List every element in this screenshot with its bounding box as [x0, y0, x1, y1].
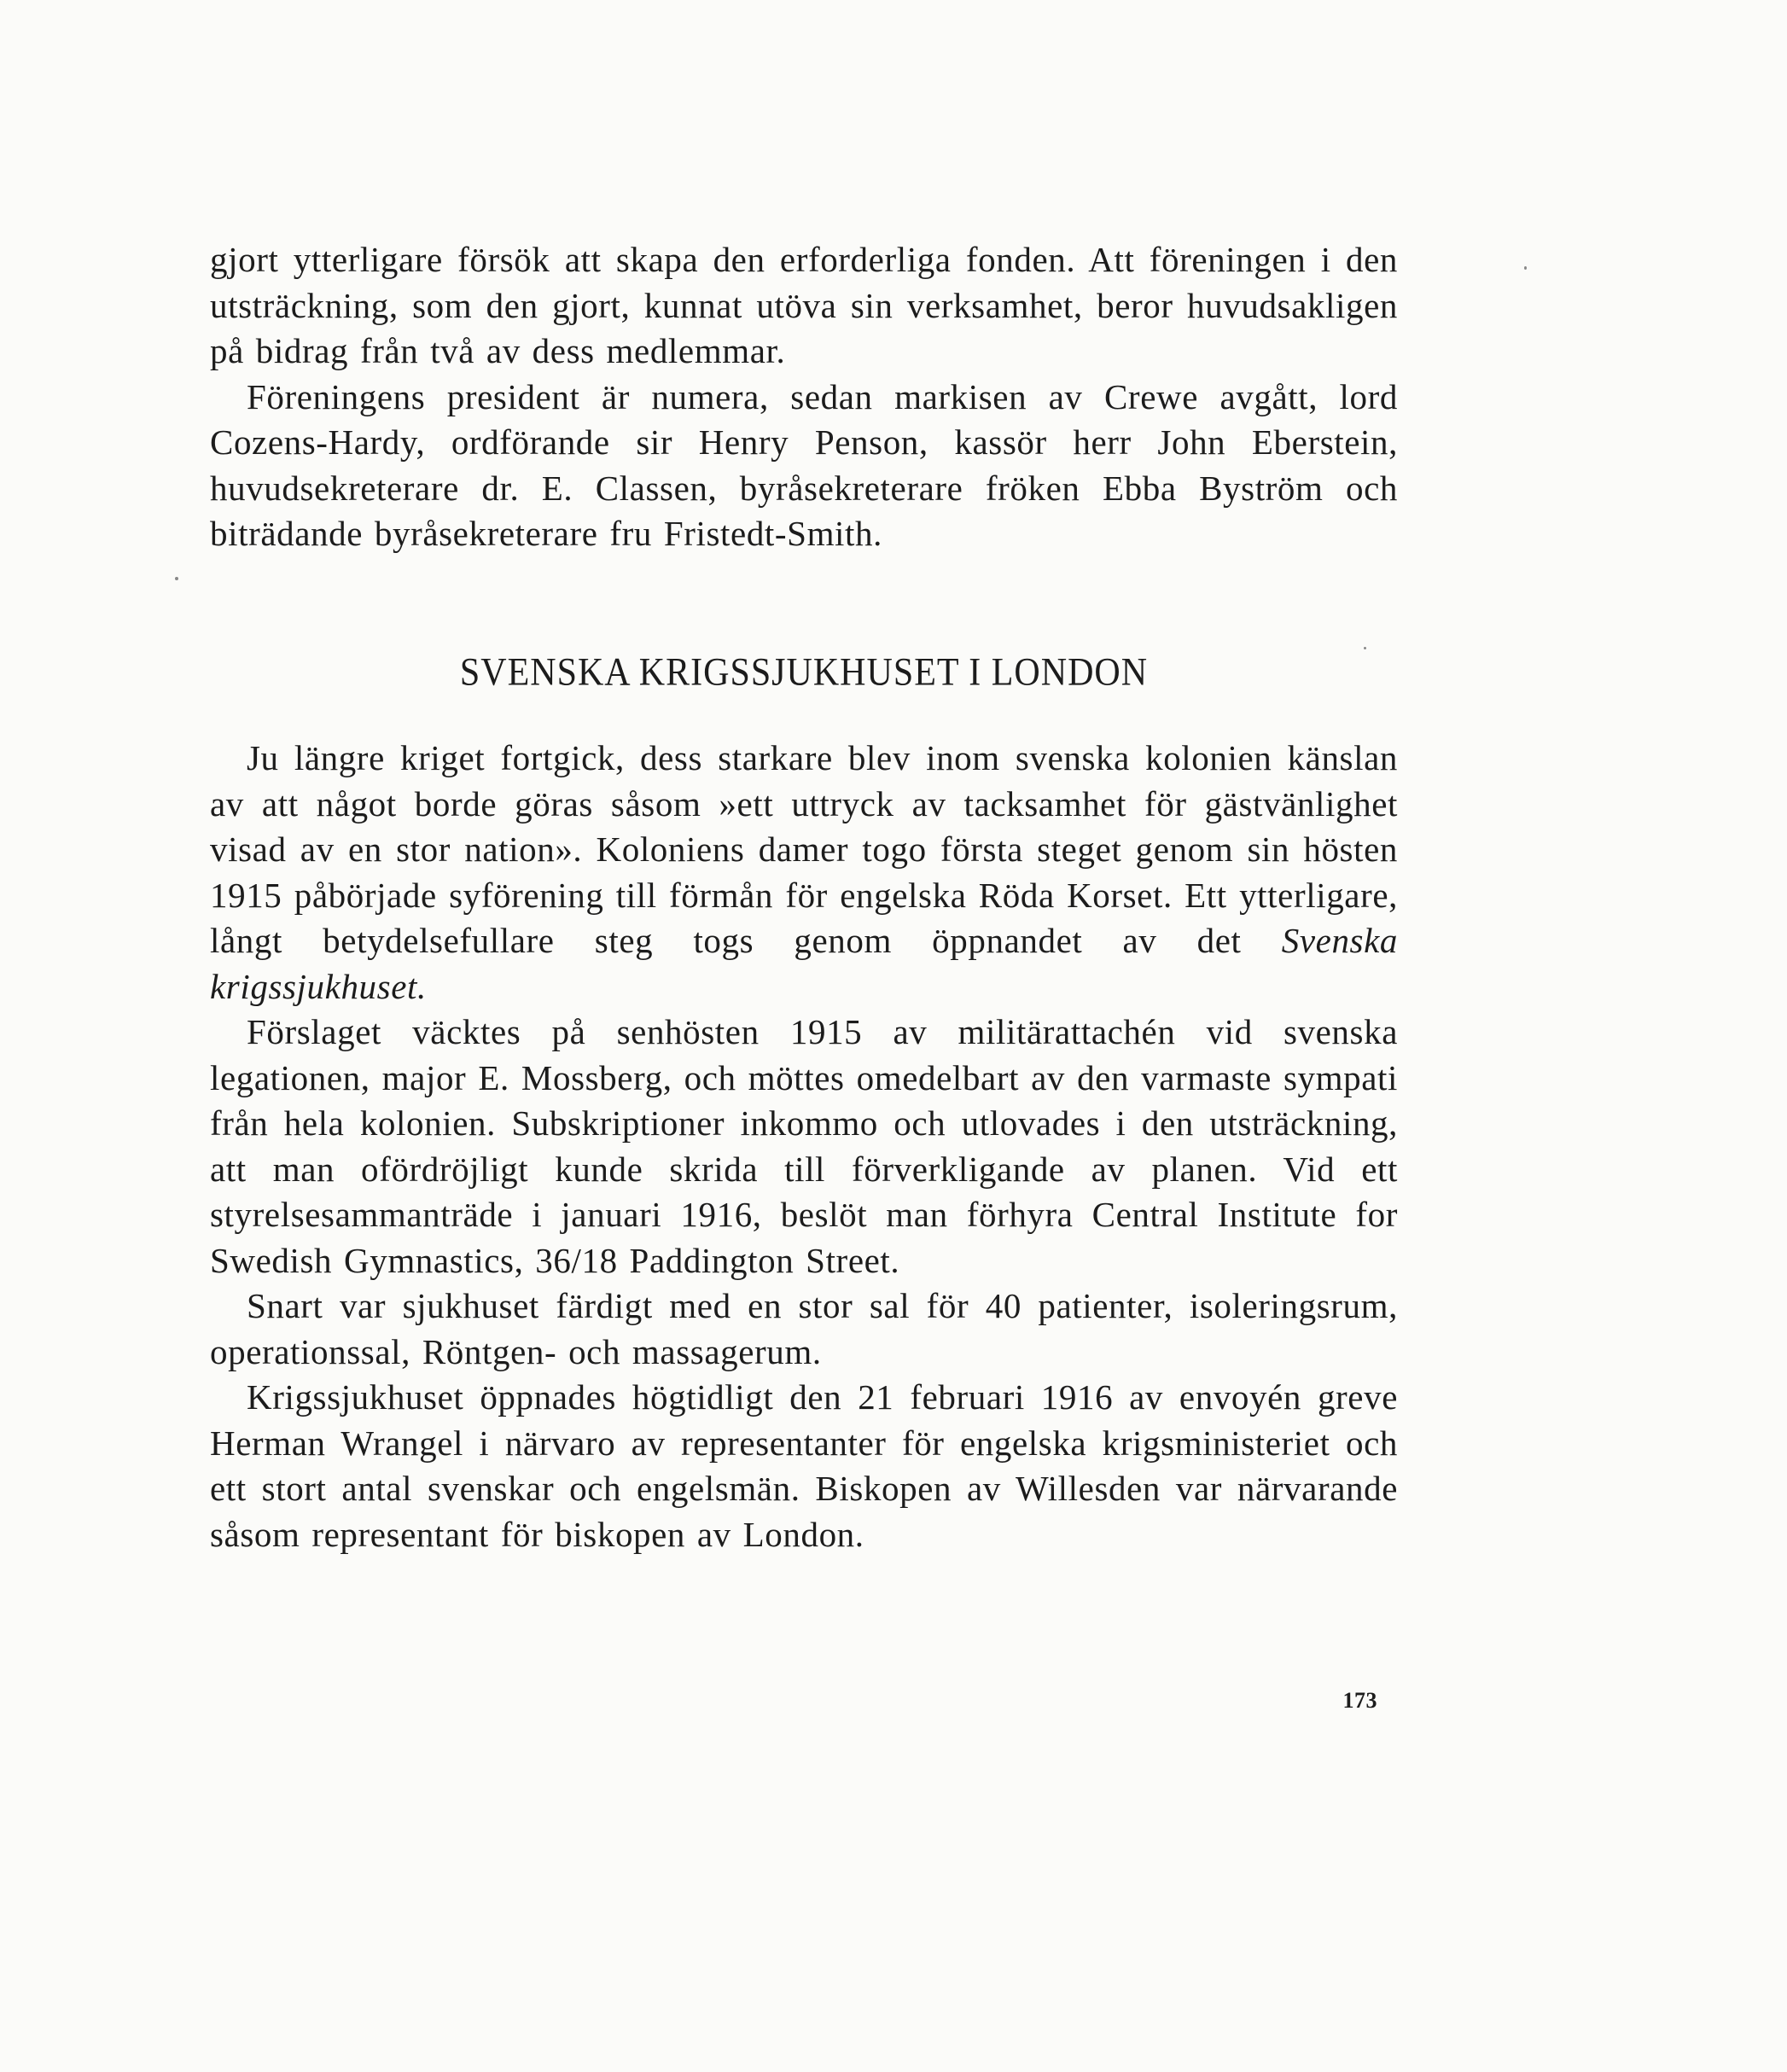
- intro-text-block: [210, 237, 1398, 557]
- paragraph-war-hospital-origin: [210, 736, 1398, 1010]
- hospital-name-italic: Svenska krigssjukhuset.: [210, 921, 1398, 1006]
- paper-speck: [175, 577, 178, 580]
- paragraph-proposal: Förslaget väcktes på senhösten 1915 av militärattachén vid svenska legationen, major E. Mossberg, och möttes omedelbart av den varmaste sympati från hela kolonien. Subskriptioner inkommo och utlovades i den utsträckning, att man ofördröjligt kunde skrida till förverkligande av planen. Vid ett styrelsesammanträde i januari 1916, beslöt man förhyra Central Institute for Swedish Gymnastics, 36/18 Paddington Street.: [210, 1012, 1398, 1280]
- page-number: 173: [1342, 1688, 1377, 1713]
- paragraph-association-officers: Föreningens president är numera, sedan markisen av Crewe avgått, lord Cozens-Hardy, ordförande sir Henry Penson, kassör herr John Eberstein, huvudsekreterare dr. E. Classen, byråsekreterare fröken Ebba Byström och biträdande byråsekreterare fru Fristedt-Smith.: [210, 376, 1398, 553]
- section-heading: SVENSKA KRIGSSJUKHUSET I LONDON: [459, 650, 1149, 695]
- main-text-block: [210, 736, 1398, 1557]
- paper-speck: [1364, 647, 1366, 649]
- paragraph-text: Ju längre kriget fortgick, dess starkare blev inom svenska kolonien känslan av att något borde göras såsom »ett uttryck av tacksamhet för gästvänlighet visad av en stor nation». Koloniens damer togo första steget genom sin hösten 1915 påbörjade syförening till förmån för engelska Röda Korset. Ett ytterligare, långt betydelsefullare steg togs genom öppnandet av det: [210, 738, 1398, 960]
- paragraph-continuation: gjort ytterligare försök att skapa den erforderliga fonden. Att föreningen i den utsträckning, som den gjort, kunnat utöva sin verksamhet, beror huvudsakligen på bidrag från två av dess medlemmar.: [210, 240, 1398, 370]
- paragraph-opening: Krigssjukhuset öppnades högtidligt den 21 februari 1916 av envoyén greve Herman Wrangel i närvaro av representanter för engelska krigsministeriet och ett stort antal svenskar och engelsmän. Biskopen av Willesden var närvarande såsom representant för biskopen av London.: [210, 1377, 1398, 1554]
- paragraph-facilities: Snart var sjukhuset färdigt med en stor sal för 40 patienter, isoleringsrum, operationssal, Röntgen- och massagerum.: [210, 1286, 1398, 1371]
- paper-speck: [1524, 266, 1527, 270]
